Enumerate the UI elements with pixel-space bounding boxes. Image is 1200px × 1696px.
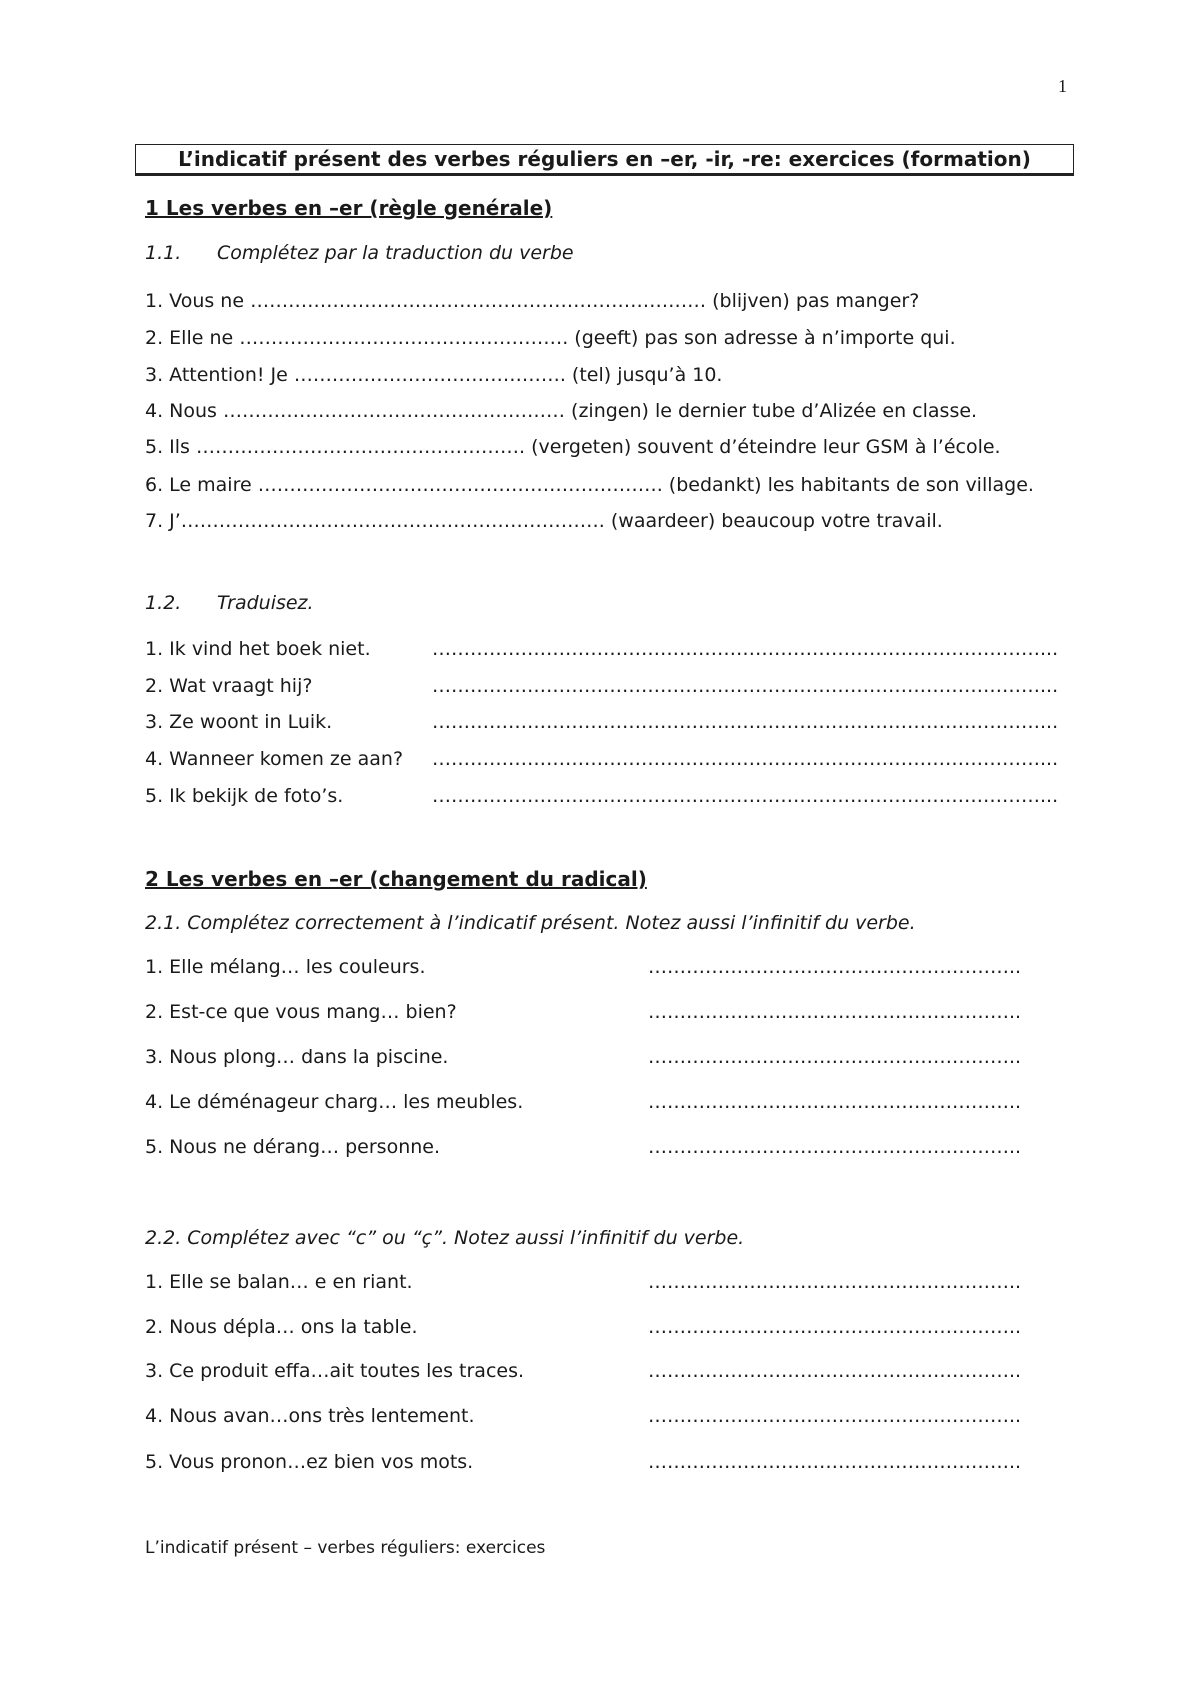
exercise-1-1-heading <box>145 242 574 264</box>
exercise-2-1-answer[interactable]: ………………………………………………….. <box>648 1046 1022 1068</box>
exercise-1-2-heading <box>145 592 314 614</box>
exercise-1-2-prompt: 1. Ik vind het boek niet. <box>145 638 371 660</box>
exercise-2-1-prompt: 1. Elle mélang… les couleurs. <box>145 956 426 978</box>
exercise-1-1-instruction: Complétez par la traduction du verbe <box>217 242 574 264</box>
exercise-2-2-prompt: 1. Elle se balan… e en riant. <box>145 1271 413 1293</box>
exercise-2-1-prompt: 5. Nous ne dérang… personne. <box>145 1136 441 1158</box>
exercise-2-1-answer[interactable]: ………………………………………………….. <box>648 956 1022 978</box>
exercise-1-2-answer[interactable]: ……………………………………………………………………………………... <box>432 675 1059 697</box>
exercise-2-2-prompt: 3. Ce produit effa…ait toutes les traces. <box>145 1360 525 1382</box>
exercise-2-2-answer[interactable]: ………………………………………………….. <box>648 1405 1022 1427</box>
exercise-1-2-instruction: Traduisez. <box>217 592 314 614</box>
exercise-1-2-prompt: 3. Ze woont in Luik. <box>145 711 333 733</box>
exercise-1-1-item[interactable]: 4. Nous ……………………………………………… (zingen) le dernier tube d’Alizée en classe. <box>145 400 978 422</box>
page-number: 1 <box>1058 76 1067 96</box>
exercise-2-2-answer[interactable]: ………………………………………………….. <box>648 1271 1022 1293</box>
exercise-1-2-answer[interactable]: ……………………………………………………………………………………... <box>432 711 1059 733</box>
exercise-2-1-instruction: 2.1. Complétez correctement à l’indicatif présent. Notez aussi l’infinitif du verbe. <box>145 912 916 934</box>
exercise-1-2-prompt: 4. Wanneer komen ze aan? <box>145 748 404 770</box>
exercise-1-1-item[interactable]: 3. Attention! Je ……………………………………. (tel) jusqu’à 10. <box>145 364 723 386</box>
exercise-1-2-answer[interactable]: ……………………………………………………………………………………... <box>432 638 1059 660</box>
exercise-2-2-prompt: 5. Vous pronon…ez bien vos mots. <box>145 1451 474 1473</box>
document-title: L’indicatif présent des verbes réguliers en –er, -ir, -re: exercices (formation) <box>135 144 1074 174</box>
exercise-2-1-answer[interactable]: ………………………………………………….. <box>648 1001 1022 1023</box>
exercise-2-1-prompt: 4. Le déménageur charg… les meubles. <box>145 1091 524 1113</box>
exercise-1-1-item[interactable]: 7. J’…………………………………………………………. (waardeer) beaucoup votre travail. <box>145 510 943 532</box>
exercise-2-2-answer[interactable]: ………………………………………………….. <box>648 1451 1022 1473</box>
exercise-1-1-item[interactable]: 2. Elle ne ……………………………………………. (geeft) pas son adresse à n’importe qui. <box>145 327 956 349</box>
exercise-2-2-answer[interactable]: ………………………………………………….. <box>648 1360 1022 1382</box>
exercise-1-1-number: 1.1. <box>145 242 182 264</box>
section-2-heading: 2 Les verbes en –er (changement du radical) <box>145 867 647 891</box>
exercise-1-2-prompt: 2. Wat vraagt hij? <box>145 675 313 697</box>
page-footer: L’indicatif présent – verbes réguliers: exercices <box>145 1538 546 1558</box>
exercise-2-1-answer[interactable]: ………………………………………………….. <box>648 1091 1022 1113</box>
exercise-1-2-prompt: 5. Ik bekijk de foto’s. <box>145 785 344 807</box>
exercise-2-2-instruction: 2.2. Complétez avec “c” ou “ç”. Notez aussi l’infinitif du verbe. <box>145 1227 745 1249</box>
exercise-1-1-item[interactable]: 5. Ils ……………………………………………. (vergeten) souvent d’éteindre leur GSM à l’école. <box>145 436 1001 458</box>
exercise-2-2-prompt: 4. Nous avan…ons très lentement. <box>145 1405 475 1427</box>
exercise-2-1-prompt: 3. Nous plong… dans la piscine. <box>145 1046 449 1068</box>
exercise-1-1-item[interactable]: 1. Vous ne ……………………………………………………………… (blijven) pas manger? <box>145 290 920 312</box>
exercise-2-2-prompt: 2. Nous dépla… ons la table. <box>145 1316 418 1338</box>
exercise-2-1-answer[interactable]: ………………………………………………….. <box>648 1136 1022 1158</box>
exercise-1-2-number: 1.2. <box>145 592 182 614</box>
exercise-1-2-answer[interactable]: ……………………………………………………………………………………... <box>432 785 1059 807</box>
exercise-1-1-item[interactable]: 6. Le maire ………………………………………………………. (bedankt) les habitants de son village. <box>145 474 1034 496</box>
exercise-2-1-prompt: 2. Est-ce que vous mang… bien? <box>145 1001 457 1023</box>
exercise-2-2-answer[interactable]: ………………………………………………….. <box>648 1316 1022 1338</box>
section-1-heading: 1 Les verbes en –er (règle genérale) <box>145 196 553 220</box>
exercise-1-2-answer[interactable]: ……………………………………………………………………………………... <box>432 748 1059 770</box>
